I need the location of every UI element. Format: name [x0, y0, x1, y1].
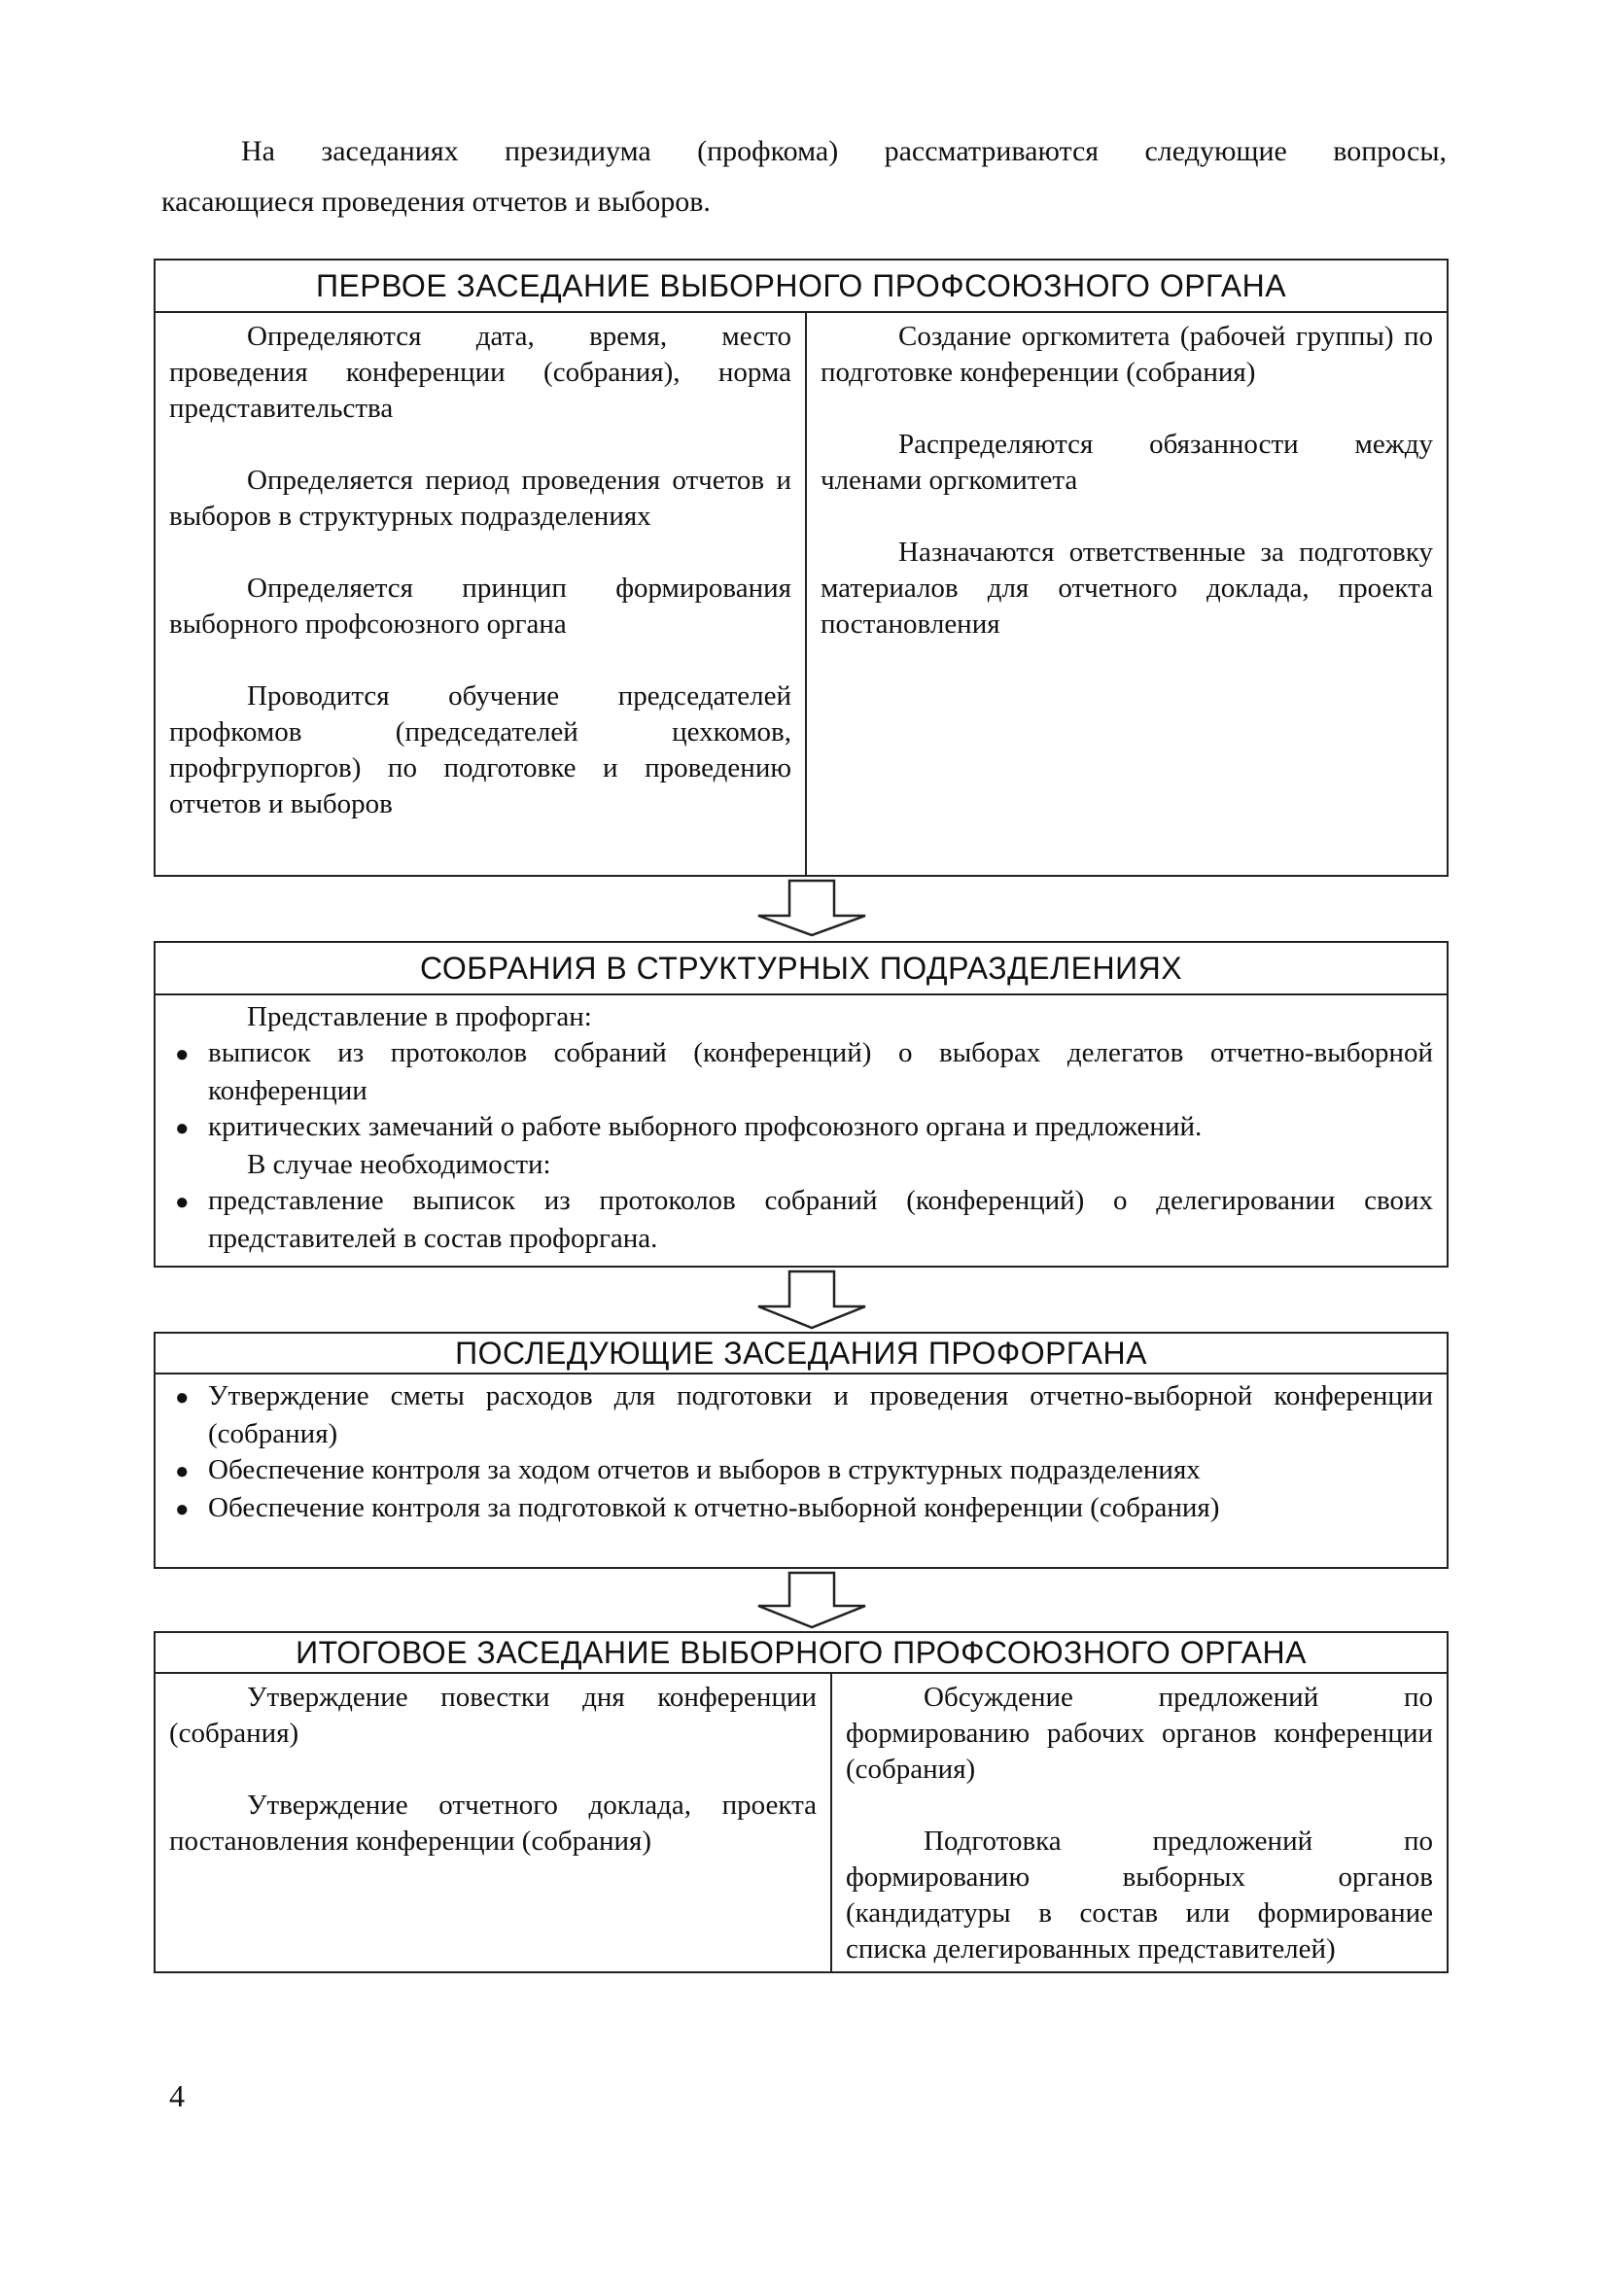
bullet-icon: ● [175, 1042, 190, 1067]
structural-meetings-subhead: В случае необходимости: [247, 1149, 551, 1180]
first-meeting-item: Определяется период проведения отчетов и выборов в структурных подразделениях [169, 465, 791, 532]
final-meeting-item: Утверждение отчетного доклада, проекта постановления конференции (собрания) [169, 1790, 817, 1857]
down-arrow-icon [749, 1571, 875, 1631]
intro-paragraph [163, 126, 1447, 227]
section-structural-meetings-title: СОБРАНИЯ В СТРУКТУРНЫХ ПОДРАЗДЕЛЕНИЯХ [156, 943, 1447, 995]
down-arrow-icon [749, 879, 875, 939]
section-first-meeting-left-column [156, 313, 807, 877]
down-arrow-icon [749, 1270, 875, 1332]
first-meeting-item: Проводится обучение председателей профкомов (председателей цехкомов, профгрупоргов) по подготовке и проведению отчетов и выборов [169, 680, 791, 819]
bullet-icon: ● [175, 1190, 190, 1215]
section-final-meeting-right-column [832, 1674, 1447, 1973]
intro-line-2: касающиеся проведения отчетов и выборов. [161, 186, 711, 218]
section-first-meeting [154, 259, 1449, 877]
final-meeting-item: Подготовка предложений по формированию выборных органов (кандидатуры в состав или формирование списка делегированных представителей) [846, 1826, 1433, 1965]
section-structural-meetings [154, 941, 1449, 1268]
section-final-meeting-left-column [156, 1674, 832, 1973]
final-meeting-item: Обсуждение предложений по формированию рабочих органов конференции (собрания) [846, 1682, 1433, 1785]
bullet-icon: ● [175, 1459, 190, 1484]
first-meeting-item: Определяется принцип формирования выборного профсоюзного органа [169, 573, 791, 640]
bullet-icon: ● [175, 1116, 190, 1141]
section-subsequent-meetings-title: ПОСЛЕДУЮЩИЕ ЗАСЕДАНИЯ ПРОФОРГАНА [156, 1334, 1447, 1374]
bullet-icon: ● [175, 1385, 190, 1410]
bullet-icon: ● [175, 1497, 190, 1522]
first-meeting-item: Назначаются ответственные за подготовку материалов для отчетного доклада, проекта постановления [821, 537, 1433, 640]
page-number: 4 [169, 2078, 185, 2113]
list-item: ● выписок из протоколов собраний (конференций) о выборах делегатов отчетно-выборной конференции [175, 1037, 1433, 1106]
first-meeting-item: Создание оргкомитета (рабочей группы) по подготовке конференции (собрания) [821, 321, 1433, 388]
first-meeting-item: Определяются дата, время, место проведения конференции (собрания), норма представительства [169, 321, 791, 424]
intro-line-1: На заседаниях президиума (профкома) рассматриваются следующие вопросы, [241, 135, 1447, 167]
structural-meetings-intro: Представление в профорган: [247, 1001, 592, 1032]
list-item: ● критических замечаний о работе выборного профсоюзного органа и предложений. [169, 1109, 1433, 1147]
final-meeting-item: Утверждение повестки дня конференции (собрания) [169, 1682, 817, 1749]
first-meeting-item: Распределяются обязанности между членами оргкомитета [821, 429, 1433, 496]
section-final-meeting [154, 1631, 1449, 1973]
section-first-meeting-title: ПЕРВОЕ ЗАСЕДАНИЕ ВЫБОРНОГО ПРОФСОЮЗНОГО ОРГАНА [156, 261, 1447, 313]
list-item: ● Обеспечение контроля за подготовкой к отчетно-выборной конференции (собрания) [169, 1490, 1433, 1528]
section-final-meeting-title: ИТОГОВОЕ ЗАСЕДАНИЕ ВЫБОРНОГО ПРОФСОЮЗНОГО ОРГАНА [156, 1633, 1447, 1674]
list-item: ● Утверждение сметы расходов для подготовки и проведения отчетно-выборной конференции (собрания) [175, 1380, 1433, 1449]
list-item: ● представление выписок из протоколов собраний (конференций) о делегировании своих представителей в состав профоргана. [175, 1185, 1433, 1254]
list-item: ● Обеспечение контроля за ходом отчетов и выборов в структурных подразделениях [169, 1452, 1433, 1490]
section-subsequent-meetings [154, 1332, 1449, 1569]
section-first-meeting-right-column [807, 313, 1447, 877]
